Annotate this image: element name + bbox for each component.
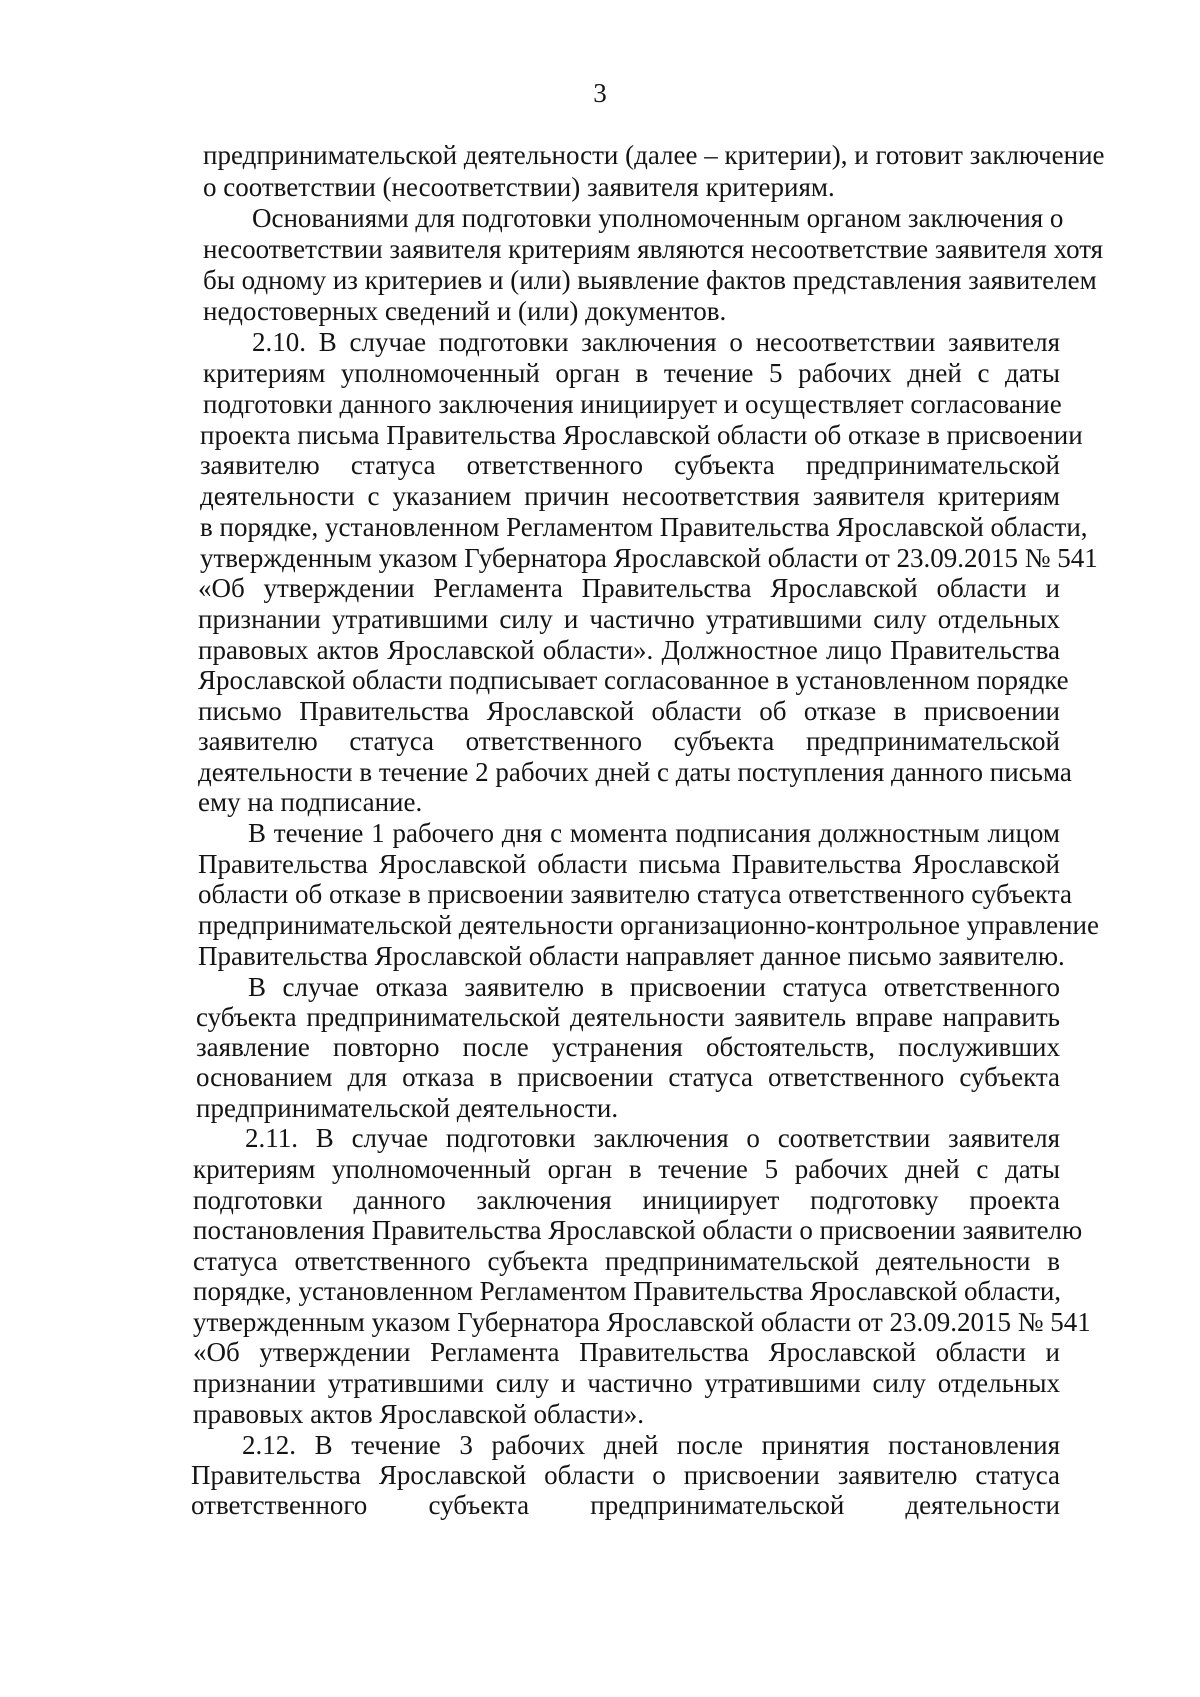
text-line: деятельности в течение 2 рабочих дней с даты поступления данного письма (198, 757, 1072, 787)
text-line: бы одному из критериев и (или) выявление фактов представления заявителем (203, 265, 1097, 295)
text-line: признании утратившими силу и частично утратившими силу отдельных (198, 604, 1060, 634)
text-line: ответственного субъекта предпринимательской деятельности (191, 1490, 1060, 1520)
text-line: 2.10. В случае подготовки заключения о несоответствии заявителя (252, 327, 1060, 357)
text-line: предпринимательской деятельности организационно-контрольное управление (198, 910, 1099, 940)
page-number: 3 (593, 78, 607, 108)
text-line: утвержденным указом Губернатора Ярославской области от 23.09.2015 № 541 (193, 1307, 1091, 1337)
text-line: проекта письма Правительства Ярославской области об отказе в присвоении (200, 420, 1083, 450)
text-line: правовых актов Ярославской области». (193, 1399, 644, 1429)
text-line: предпринимательской деятельности. (196, 1093, 619, 1123)
text-line: В случае отказа заявителю в присвоении статуса ответственного (248, 972, 1060, 1002)
text-line: 2.11. В случае подготовки заключения о соответствии заявителя (245, 1123, 1060, 1153)
text-line: критериям уполномоченный орган в течение 5 рабочих дней с даты (193, 1154, 1060, 1184)
text-line: письмо Правительства Ярославской области об отказе в присвоении (198, 696, 1060, 726)
text-line: подготовки данного заключения инициирует и осуществляет согласование (203, 389, 1062, 419)
text-line: «Об утверждении Регламента Правительства Ярославской области и (198, 573, 1060, 603)
text-line: статуса ответственного субъекта предпринимательской деятельности в (193, 1246, 1060, 1276)
text-line: заявителю статуса ответственного субъекта предпринимательской (200, 450, 1060, 480)
text-line: постановления Правительства Ярославской области о присвоении заявителю (193, 1215, 1083, 1245)
text-line: предпринимательской деятельности (далее – критерии), и готовит заключение (203, 140, 1105, 170)
text-line: основанием для отказа в присвоении статуса ответственного субъекта (196, 1062, 1060, 1092)
text-line: Правительства Ярославской области о присвоении заявителю статуса (191, 1460, 1060, 1490)
text-line: 2.12. В течение 3 рабочих дней после принятия постановления (242, 1430, 1060, 1460)
text-line: Основаниями для подготовки уполномоченным органом заключения о (252, 203, 1064, 233)
text-line: о соответствии (несоответствии) заявителя критериям. (203, 172, 835, 202)
text-line: «Об утверждении Регламента Правительства Ярославской области и (193, 1337, 1060, 1367)
text-line: подготовки данного заключения инициирует подготовку проекта (193, 1185, 1060, 1215)
text-line: В течение 1 рабочего дня с момента подписания должностным лицом (248, 818, 1060, 848)
text-line: деятельности с указанием причин несоответствия заявителя критериям (200, 481, 1060, 511)
text-line: в порядке, установленном Регламентом Правительства Ярославской области, (200, 512, 1088, 542)
text-line: недостоверных сведений и (или) документов. (203, 296, 727, 326)
text-line: критериям уполномоченный орган в течение 5 рабочих дней с даты (203, 358, 1060, 388)
text-line: Правительства Ярославской области направляет данное письмо заявителю. (198, 941, 1065, 971)
text-line: правовых актов Ярославской области». Должностное лицо Правительства (198, 635, 1060, 665)
text-line: заявителю статуса ответственного субъекта предпринимательской (198, 726, 1060, 756)
text-line: Ярославской области подписывает согласованное в установленном порядке (198, 665, 1069, 695)
text-line: области об отказе в присвоении заявителю статуса ответственного субъекта (198, 879, 1072, 909)
text-line: несоответствии заявителя критериям являются несоответствие заявителя хотя (203, 234, 1104, 264)
text-line: порядке, установленном Регламентом Правительства Ярославской области, (193, 1276, 1062, 1306)
text-line: заявление повторно после устранения обстоятельств, послуживших (196, 1032, 1060, 1062)
text-line: утвержденным указом Губернатора Ярославской области от 23.09.2015 № 541 (200, 543, 1098, 573)
text-line: Правительства Ярославской области письма Правительства Ярославской (198, 849, 1060, 879)
text-line: ему на подписание. (198, 787, 423, 817)
text-line: субъекта предпринимательской деятельности заявитель вправе направить (196, 1002, 1060, 1032)
text-line: признании утратившими силу и частично утратившими силу отдельных (193, 1368, 1060, 1398)
